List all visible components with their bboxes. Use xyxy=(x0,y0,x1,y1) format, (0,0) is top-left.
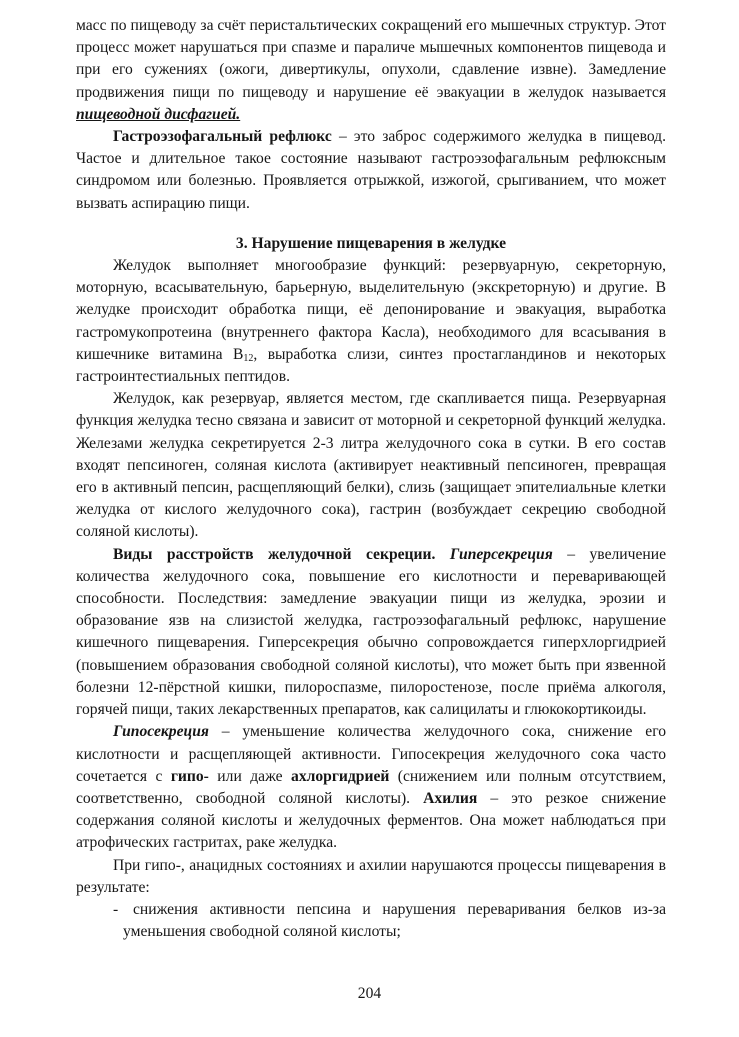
paragraph-text: – уменьшение количества желудочного сока, снижение его кислотности и расщепляющей активности. Гипосекреция желудочного сока часто сочетается с xyxy=(76,723,666,785)
term-hypersecretion: Гиперсекреция xyxy=(449,545,553,563)
term-hyposecretion: Гипосекреция xyxy=(113,723,209,741)
paragraph-stomach-functions xyxy=(76,255,666,388)
paragraph-stomach-reservoir: Желудок, как резервуар, является местом, где скапливается пища. Резервуарная функция желудка тесно связана и зависит от моторной и секреторной функций желудка. Железами желудка секретируется 2-3 литра желудочного сока в сутки. В его состав входят пепсиноген, соляная кислота (активирует неактивный пепсиноген, превращая его в активный пепсин, расщепляющий белки), слизь (защищает эпителиальные клетки желудка от кислого желудочного сока), гастрин (возбуждает секрецию свободной соляной кислоты). xyxy=(76,390,666,541)
list-item-text: снижения активности пепсина и нарушения переваривания белков из-за уменьшения свободной соляной кислоты; xyxy=(123,900,666,941)
paragraph-text: Желудок выполняет многообразие функций: резервуарную, секреторную, моторную, всасывательную, барьерную, выделительную (экскреторную) и другие. В желудке происходит обработка пищи, её депонирование и эвакуация, выработка гастромукопротеина (внутреннего фактора Касла), необходимого для всасывания в кишечнике витамина В xyxy=(76,257,666,363)
term-achylia: Ахилия xyxy=(423,789,478,807)
paragraph-text: (снижением или полным отсутствием, соответственно, свободной соляной кислоты). xyxy=(76,767,667,807)
paragraph-text: , выработка слизи, синтез простагландинов и некоторых гастроинтестиальных пептидов. xyxy=(76,345,667,386)
page-body xyxy=(76,15,666,943)
term-reflux: Гастроэзофагальный рефлюкс xyxy=(113,128,332,146)
term-dysphagia: пищеводной дисфагией. xyxy=(76,105,241,123)
paragraph-text: – увеличение количества желудочного сока, повышение его кислотности и переваривающей способности. Последствия: замедление эвакуации пищи из желудка, эрозии и образование язв на слизистой желудка, гастроэзофагальный рефлюкс, нарушение кишечного пищеварения. Гиперсекреция обычно сопровождается гиперхлоргидрией (повышением образования свободной соляной кислоты), что может быть при язвенной болезни 12-пёрстной кишки, пилороспазме, пилоростенозе, после приёма алкоголя, горячей пищи, таких лекарственных препаратов, как салицилаты и глюкокортикоиды. xyxy=(76,545,666,719)
subscript: 12 xyxy=(243,352,254,364)
lead-secretion-types: Виды расстройств желудочной секреции. xyxy=(113,545,436,563)
paragraph-esophagus xyxy=(76,15,666,126)
paragraph-hypersecretion xyxy=(76,544,666,722)
paragraph-consequences: При гипо-, анацидных состояниях и ахилии нарушаются процессы пищеварения в результате: xyxy=(76,856,666,896)
section-heading: 3. Нарушение пищеварения в желудке xyxy=(235,234,507,252)
page-number: 204 xyxy=(357,985,382,1002)
term-achlorhydria: ахлоргидрией xyxy=(291,767,390,785)
term-hypo: гипо- xyxy=(170,767,209,785)
list-item xyxy=(76,899,666,943)
paragraph-text: – это заброс содержимого желудка в пищевод. Частое и длительное такое состояние называют гастроэзофагальным рефлюксным синдромом или болезнью. Проявляется отрыжкой, изжогой, срыгиванием, что может вызвать аспирацию пищи. xyxy=(76,128,667,212)
paragraph-text: – это резкое снижение содержания соляной кислоты и желудочных ферментов. Она может наблюдаться при атрофических гастритах, раке желудка. xyxy=(76,789,666,852)
paragraph-text: масс по пищеводу за счёт перистальтических сокращений его мышечных структур. Этот процесс может нарушаться при спазме и параличе мышечных компонентов пищевода и при его сужениях (ожоги, дивертикулы, опухоли, сдавление извне). Замедление продвижения пищи по пищеводу и нарушение её эвакуации в желудок называется xyxy=(76,17,666,101)
list-dash: - xyxy=(113,900,119,918)
paragraph-hyposecretion xyxy=(76,721,666,854)
paragraph-text: или даже xyxy=(208,767,292,785)
paragraph-reflux xyxy=(76,126,666,215)
